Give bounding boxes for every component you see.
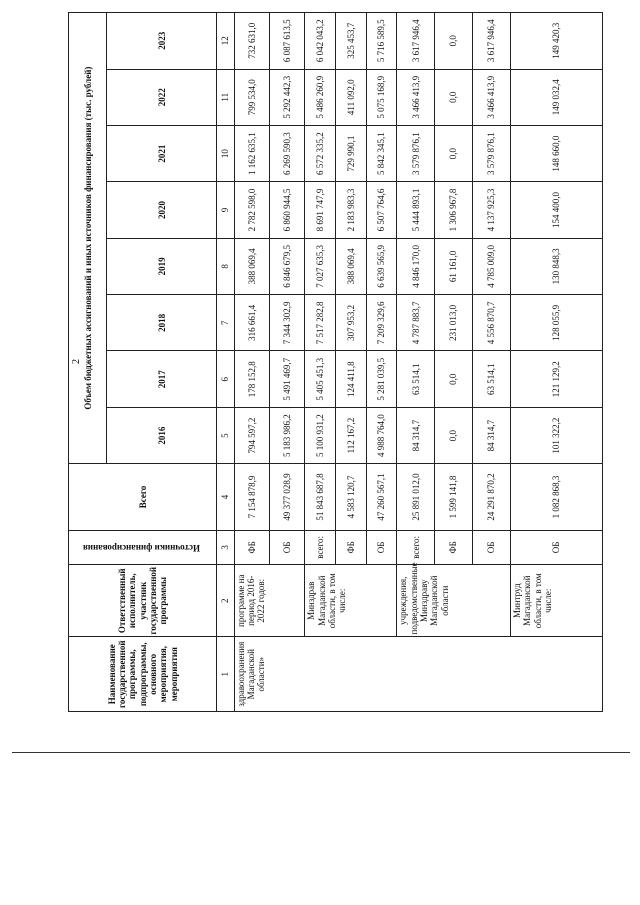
year-value-cell: 732 631,0 (234, 13, 269, 70)
total-cell: 1 599 141,8 (435, 464, 473, 530)
source-cell: ФБ (435, 530, 473, 564)
header-funding-group: Объем бюджетных ассигнований и иных источников финансирования (тыс. рублей) (69, 13, 107, 464)
year-value-cell: 3 466 413,9 (473, 69, 511, 125)
col-number: 11 (217, 69, 234, 125)
total-cell: 25 891 012,0 (397, 464, 435, 530)
year-value-cell: 84 314,7 (397, 407, 435, 463)
table-row (305, 13, 336, 712)
year-value-cell: 149 420,3 (510, 13, 602, 70)
year-value-cell: 6 269 590,3 (270, 125, 305, 181)
col-number: 1 (217, 637, 234, 712)
executor-cell: Минздрав Магаданской области, в том числе: (305, 564, 397, 637)
year-value-cell: 0,0 (435, 69, 473, 125)
col-number: 7 (217, 295, 234, 351)
year-value-cell: 6 087 613,5 (270, 13, 305, 70)
year-value-cell: 307 953,2 (335, 295, 366, 351)
divider-line (12, 752, 630, 753)
year-value-cell: 124 411,8 (335, 351, 366, 407)
year-value-cell: 5 491 469,7 (270, 351, 305, 407)
executor-cell: Минтруд Магаданской области, в том числе: (510, 564, 602, 637)
year-value-cell: 63 514,1 (397, 351, 435, 407)
year-value-cell: 61 161,0 (435, 238, 473, 294)
col-number: 9 (217, 182, 234, 238)
table-row (234, 13, 269, 712)
year-value-cell: 3 579 876,1 (473, 125, 511, 181)
year-value-cell: 84 314,7 (473, 407, 511, 463)
source-cell: ОБ (270, 530, 305, 564)
year-value-cell: 231 013,0 (435, 295, 473, 351)
page-number: 2 (71, 359, 82, 364)
year-value-cell: 6 846 679,5 (270, 238, 305, 294)
year-value-cell: 121 129,2 (510, 351, 602, 407)
year-value-cell: 7 027 635,3 (305, 238, 336, 294)
header-total: Всего (69, 464, 217, 530)
year-value-cell: 101 322,2 (510, 407, 602, 463)
year-header: 2018 (107, 295, 217, 351)
year-value-cell: 325 453,7 (335, 13, 366, 70)
year-value-cell: 388 069,4 (234, 238, 269, 294)
header-executor: Ответственный исполнитель, участник государственной программы (69, 564, 217, 637)
year-value-cell: 4 556 870,7 (473, 295, 511, 351)
rotated-table-wrapper (68, 12, 603, 712)
col-number: 10 (217, 125, 234, 181)
year-value-cell: 4 988 764,0 (366, 407, 397, 463)
year-header: 2022 (107, 69, 217, 125)
year-value-cell: 794 597,2 (234, 407, 269, 463)
year-value-cell: 112 167,2 (335, 407, 366, 463)
year-value-cell: 5 075 168,9 (366, 69, 397, 125)
year-value-cell: 4 787 883,7 (397, 295, 435, 351)
budget-table (68, 12, 603, 712)
year-value-cell: 1 162 635,1 (234, 125, 269, 181)
year-value-cell: 149 032,4 (510, 69, 602, 125)
year-value-cell: 3 617 946,4 (473, 13, 511, 70)
header-source: Источники финансирования (69, 530, 217, 564)
year-value-cell: 5 292 442,3 (270, 69, 305, 125)
year-value-cell: 388 069,4 (335, 238, 366, 294)
year-value-cell: 7 517 282,8 (305, 295, 336, 351)
year-value-cell: 7 344 302,9 (270, 295, 305, 351)
year-value-cell: 3 466 413,9 (397, 69, 435, 125)
source-cell: ОБ (366, 530, 397, 564)
year-value-cell: 0,0 (435, 351, 473, 407)
column-numbers-row (217, 13, 234, 712)
header-name: Наименование государственной программы, подпрограммы, основного мероприятия, мероприятия (69, 637, 217, 712)
year-header: 2021 (107, 125, 217, 181)
year-header: 2017 (107, 351, 217, 407)
year-value-cell: 8 691 747,9 (305, 182, 336, 238)
source-cell: ФБ (234, 530, 269, 564)
total-cell: 1 082 868,3 (510, 464, 602, 530)
year-value-cell: 154 400,0 (510, 182, 602, 238)
executor-cell: учреждения, подведомственные Минздраву Магаданской области (397, 564, 511, 637)
year-value-cell: 5 486 260,9 (305, 69, 336, 125)
source-cell: всего: (305, 530, 336, 564)
year-header: 2016 (107, 407, 217, 463)
year-value-cell: 3 579 876,1 (397, 125, 435, 181)
year-value-cell: 316 661,4 (234, 295, 269, 351)
year-value-cell: 178 152,8 (234, 351, 269, 407)
year-value-cell: 3 617 946,4 (397, 13, 435, 70)
col-number: 8 (217, 238, 234, 294)
year-value-cell: 148 660,0 (510, 125, 602, 181)
year-value-cell: 6 507 764,6 (366, 182, 397, 238)
year-value-cell: 63 514,1 (473, 351, 511, 407)
document-sheet (68, 12, 603, 712)
table-row (510, 13, 602, 712)
total-cell: 24 291 870,2 (473, 464, 511, 530)
year-value-cell: 6 042 043,2 (305, 13, 336, 70)
col-number: 2 (217, 564, 234, 637)
year-value-cell: 4 137 925,3 (473, 182, 511, 238)
col-number: 5 (217, 407, 234, 463)
source-cell: ФБ (335, 530, 366, 564)
year-header: 2023 (107, 13, 217, 70)
year-value-cell: 799 534,0 (234, 69, 269, 125)
year-value-cell: 0,0 (435, 407, 473, 463)
year-value-cell: 0,0 (435, 13, 473, 70)
year-value-cell: 0,0 (435, 125, 473, 181)
year-value-cell: 6 639 565,9 (366, 238, 397, 294)
year-value-cell: 6 572 335,2 (305, 125, 336, 181)
year-value-cell: 5 100 931,2 (305, 407, 336, 463)
year-header: 2019 (107, 238, 217, 294)
total-cell: 47 260 567,1 (366, 464, 397, 530)
total-cell: 7 154 878,9 (234, 464, 269, 530)
year-value-cell: 128 055,9 (510, 295, 602, 351)
year-value-cell: 130 848,3 (510, 238, 602, 294)
year-value-cell: 411 092,0 (335, 69, 366, 125)
year-value-cell: 5 842 345,1 (366, 125, 397, 181)
total-cell: 49 377 028,9 (270, 464, 305, 530)
year-value-cell: 4 785 009,0 (473, 238, 511, 294)
col-number: 6 (217, 351, 234, 407)
table-row (397, 13, 435, 712)
year-value-cell: 4 846 170,0 (397, 238, 435, 294)
executor-cell: программе на период 2016-2022 годов: (234, 564, 305, 637)
total-cell: 4 583 120,7 (335, 464, 366, 530)
year-value-cell: 5 281 039,5 (366, 351, 397, 407)
year-value-cell: 5 716 589,5 (366, 13, 397, 70)
source-cell: всего: (397, 530, 435, 564)
year-value-cell: 5 183 986,2 (270, 407, 305, 463)
year-value-cell: 1 306 967,8 (435, 182, 473, 238)
col-number: 3 (217, 530, 234, 564)
source-cell: ОБ (510, 530, 602, 564)
total-cell: 51 843 687,8 (305, 464, 336, 530)
year-value-cell: 6 860 944,5 (270, 182, 305, 238)
col-number: 4 (217, 464, 234, 530)
program-name-cell: здравоохранения Магаданской области» (234, 637, 602, 712)
table-body (234, 13, 602, 712)
col-number: 12 (217, 13, 234, 70)
source-cell: ОБ (473, 530, 511, 564)
year-value-cell: 5 405 451,3 (305, 351, 336, 407)
year-value-cell: 2 183 983,3 (335, 182, 366, 238)
year-header: 2020 (107, 182, 217, 238)
year-value-cell: 5 444 893,1 (397, 182, 435, 238)
year-value-cell: 7 209 329,6 (366, 295, 397, 351)
year-value-cell: 2 782 598,0 (234, 182, 269, 238)
year-value-cell: 729 990,1 (335, 125, 366, 181)
